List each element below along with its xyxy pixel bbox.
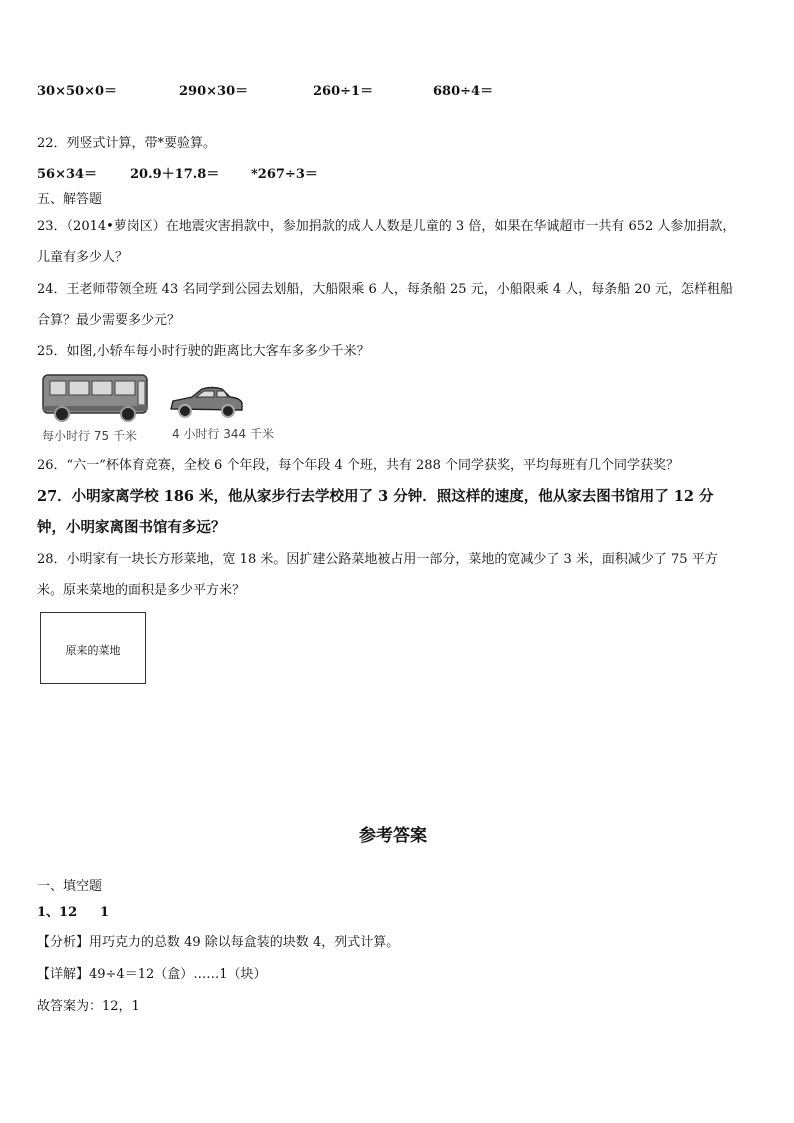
- bus-illustration: [40, 372, 150, 424]
- original-garden-label: 原来的菜地: [65, 644, 121, 657]
- q24-line-2: 合算？最少需要多少元？: [37, 313, 181, 328]
- q24-line-1: 24．王老师带领全班 43 名同学到公园去划船，大船限乘 6 人，每条船 25 元，小船限乘 4 人，每条船 20 元，怎样租船: [37, 282, 734, 297]
- answers-title: 参考答案: [359, 826, 427, 846]
- answer-conclusion: 故答案为：12，1: [37, 999, 140, 1014]
- q22-item-3: *267÷3＝: [251, 167, 318, 182]
- answer-analysis: 【分析】用巧克力的总数 49 除以每盒装的块数 4，列式计算。: [37, 935, 400, 950]
- calc-item-2: 290×30＝: [179, 84, 249, 99]
- q25-text: 25．如图,小轿车每小时行驶的距离比大客车多多少千米？: [37, 344, 370, 359]
- answers-section-1: 一、填空题: [37, 879, 103, 894]
- q26-text: 26．“六一”杯体育竞赛，全校 6 个年段，每个年段 4 个班，共有 288 个同学获奖，平均每班有几个同学获奖？: [37, 458, 679, 473]
- answer-1-first: 1、12: [37, 905, 78, 920]
- q23-line-2: 儿童有多少人？: [37, 250, 129, 265]
- bus-caption: 每小时行 75 千米: [42, 429, 137, 443]
- q28-line-1: 28．小明家有一块长方形菜地，宽 18 米。因扩建公路菜地被占用一部分，菜地的宽减少了 3 米，面积减少了 75 平方: [37, 552, 718, 567]
- q22-item-1: 56×34＝: [37, 167, 98, 182]
- q22-title: 22．列竖式计算，带*要验算。: [37, 136, 217, 151]
- q22-item-2: 20.9＋17.8＝: [130, 167, 220, 182]
- car-illustration: [168, 383, 244, 421]
- q27-line-1: 27．小明家离学校 186 米，他从家步行去学校用了 3 分钟．照这样的速度，他从家去图书馆用了 12 分: [37, 488, 714, 505]
- calc-item-4: 680÷4＝: [433, 84, 494, 99]
- answer-1-second: 1: [100, 905, 110, 920]
- original-garden-diagram: [40, 612, 146, 684]
- calc-item-1: 30×50×0＝: [37, 84, 118, 99]
- section-5-heading: 五、解答题: [37, 192, 103, 207]
- q23-line-1: 23．（2014•萝岗区）在地震灾害捐款中，参加捐款的成人人数是儿童的 3 倍，如果在华诚超市一共有 652 人参加捐款，: [37, 219, 736, 234]
- answer-detail: 【详解】49÷4＝12（盒）……1（块）: [37, 967, 267, 982]
- calc-item-3: 260÷1＝: [313, 84, 374, 99]
- car-caption: 4 小时行 344 千米: [172, 427, 274, 441]
- q27-line-2: 钟，小明家离图书馆有多远？: [37, 519, 226, 536]
- q28-line-2: 米。原来菜地的面积是多少平方米？: [37, 583, 246, 598]
